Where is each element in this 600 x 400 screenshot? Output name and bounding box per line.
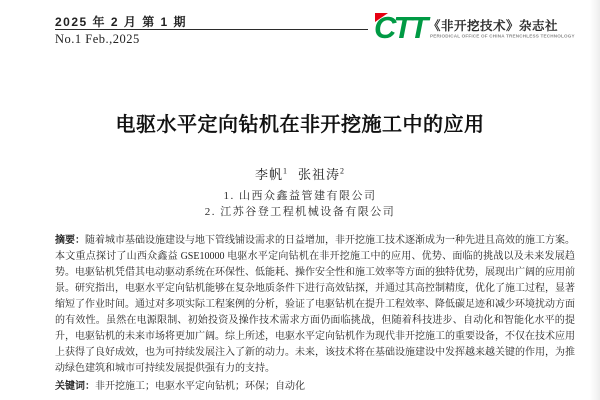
keywords-line: [55, 379, 575, 395]
affiliation-1: 1. 山西众鑫益管建有限公司: [223, 190, 377, 202]
abstract-text: 随着城市基础设施建设与地下管线铺设需求的日益增加，非开挖施工技术逐渐成为一种先进且高效的施工方案。本文重点探讨了山西众鑫益 GSE10000 电驱水平定向钻机在非开挖施工中的应用、优势、面临的挑战以及未来发展趋势。电驱钻机凭借其电动驱动系统在环保性、低能耗、操作安全性和施工效率等方面的独特优势，展现出广阔的应用前景。研究指出，电驱水平定向钻机能够在复杂地质条件下进行高效钻探，并通过其高控制精度，优化了施工过程，显著缩短了作业时间。通过对多项实际工程案例的分析，验证了电驱钻机在提升工程效率、降低碳足迹和减少环境扰动方面的有效性。虽然在电源限制、初始投资及操作技术需求方面仍面临挑战，但随着科技进步、自动化和智能化水平的提升，电驱钻机的未来市场将更加广阔。综上所述，电驱水平定向钻机作为现代非开挖施工的重要设备，不仅在技术应用上获得了良好成效，也为可持续发展注入了新的动力。未来，该技术将在基础设施建设中发挥越来越关键的作用，为推动绿色建筑和城市可持续发展提供强有力的支持。: [55, 235, 575, 374]
logo-text: CTT: [374, 10, 426, 45]
paper-title: 电驱水平定向钻机在非开挖施工中的应用: [115, 114, 485, 136]
abstract-keywords-block: [55, 233, 575, 395]
author-name: 张祖涛: [298, 167, 341, 182]
abstract-label: 摘要：: [55, 235, 85, 246]
author-affiliation-superscript: 2: [340, 166, 346, 176]
author-affiliation-superscript: 1: [283, 166, 288, 176]
keywords-label: 关键词：: [55, 381, 95, 392]
issue-date-en: No.1 Feb.,2025: [55, 32, 140, 46]
affiliation-2: 2. 江苏谷登工程机械设备有限公司: [204, 206, 396, 218]
keywords-text: 非开挖施工；电驱水平定向钻机；环保；自动化: [95, 381, 305, 392]
journal-name-en: PERIODICAL OFFICE OF CHINA TRENCHLESS TECHNOLOGY: [430, 34, 575, 40]
ctt-logo: [374, 8, 426, 48]
abstract-paragraph: [55, 233, 575, 377]
journal-name: 《非开挖技术》杂志社: [428, 19, 559, 33]
issue-date-cn: 2025 年 2 月 第 1 期: [55, 15, 188, 29]
authors-line: [0, 164, 600, 183]
author-name: 李帆: [254, 167, 283, 182]
header-divider: [55, 29, 368, 30]
